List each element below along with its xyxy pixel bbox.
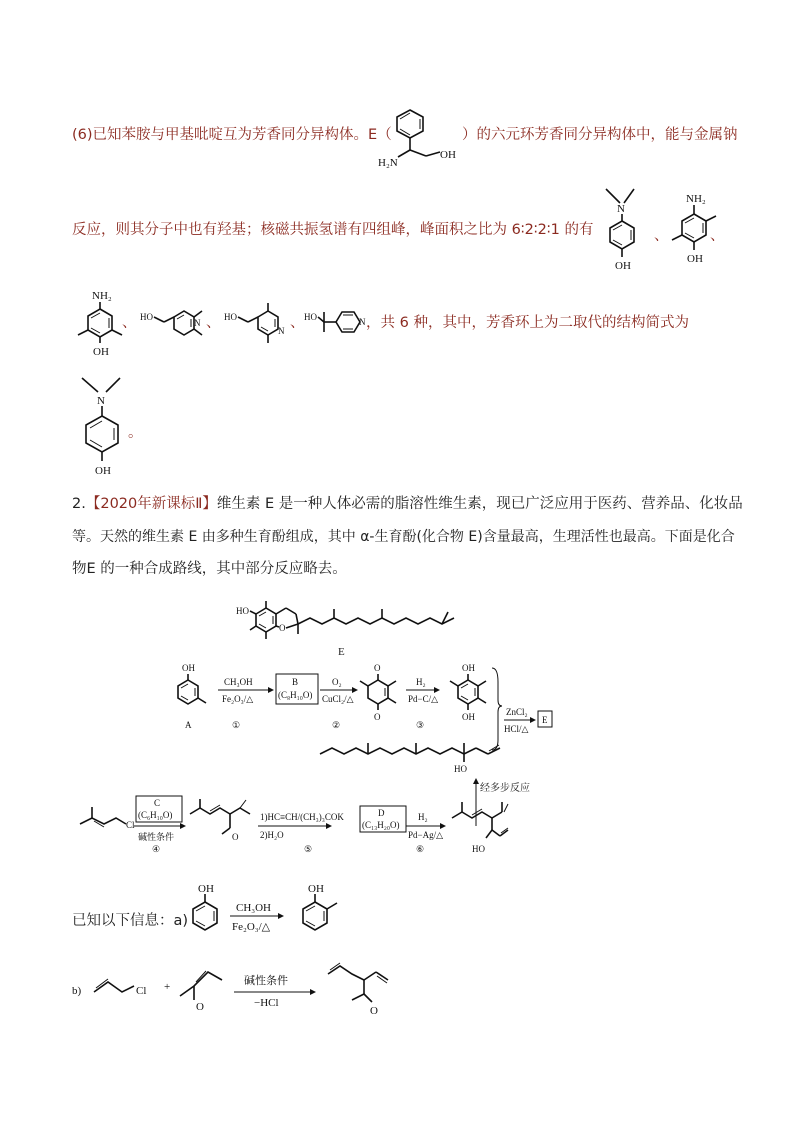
n-label: N (278, 326, 285, 336)
q6-line1-a: (6)已知苯胺与甲基吡啶互为芳香同分异构体。E（ (72, 127, 392, 143)
reagent-3-top: H₂ (416, 677, 426, 687)
step-3-number: ③ (416, 720, 425, 730)
ho-label: HO (454, 764, 467, 774)
reagent-5-bottom: 2)H₂O (260, 830, 284, 840)
question-2-line2: 等。天然的维生素 E 由多种生育酚组成，其中 α-生育酚(化合物 E)含量最高，生理活性也最高。下面是化合 (72, 529, 735, 545)
question-number: 2. (72, 496, 86, 512)
isophytol-structure (316, 740, 516, 780)
reagent-5-top: 1)HC≡CH/(CH₃)₃COK (260, 812, 344, 822)
nh2-label: NH₂ (686, 193, 706, 205)
synthesis-scheme-row1 (170, 662, 590, 742)
step-6-number: ⑥ (416, 844, 425, 854)
oh-label: OH (95, 465, 111, 477)
multi-step-label: 经多步反应 (480, 783, 530, 794)
e-label: E (338, 646, 345, 658)
n-label: N (359, 317, 366, 327)
nh2-label: NH₂ (92, 290, 112, 302)
box-b-top: B (292, 677, 299, 687)
q6-line1-b: ）的六元环芳香同分异构体中，能与金属钠 (462, 127, 738, 143)
step-4-number: ④ (152, 844, 161, 854)
oh-label: OH (462, 712, 475, 722)
separator: 、 (290, 315, 305, 331)
box-d-bottom: (C₁₃H₂₀O) (362, 820, 400, 830)
oh-label: OH (198, 883, 214, 895)
known-info-intro: 已知以下信息：a) (72, 913, 189, 929)
reagent-b-top: 碱性条件 (244, 975, 288, 987)
n-label: N (617, 203, 625, 215)
reagent-2-bottom: CuCl₂/△ (322, 694, 354, 704)
plus-sign: + (164, 981, 171, 993)
isomer-pyridine-methanol-a (138, 300, 213, 350)
reagent-4-bottom: 碱性条件 (138, 832, 175, 842)
reagent-b-bottom: −HCl (254, 997, 279, 1009)
reagent-a-bottom: Fe₂O₃/△ (232, 921, 271, 933)
o-label: O (370, 1005, 378, 1017)
known-reaction-a (178, 880, 378, 950)
vitamin-e-structure (236, 598, 496, 658)
isomer-pyridine-methanol-b (222, 300, 297, 350)
ho-label: HO (304, 312, 317, 322)
reagent-a-top: CH₃OH (236, 902, 272, 914)
separator: 、 (122, 315, 137, 331)
isomer-pyridyl-propanol (302, 300, 372, 350)
n-label: N (97, 395, 105, 407)
box-b-bottom: (C₈H₁₀O) (278, 690, 313, 700)
oh-label: OH (182, 663, 195, 673)
label-b: b) (72, 985, 82, 997)
question-2-line3: 物E 的一种合成路线，其中部分反应略去。 (72, 561, 347, 577)
isomer-aminodimethylphenol-a (666, 188, 736, 278)
ho-label: HO (236, 606, 249, 616)
cl-label: Cl (126, 820, 135, 830)
step-1-number: ① (232, 720, 241, 730)
ho-label: HO (224, 312, 237, 322)
reagent-6-bottom: Pd−Ag/△ (408, 830, 444, 840)
period: 。 (128, 425, 143, 441)
o-label: O (374, 663, 381, 673)
question-source: 【2020年新课标Ⅱ】 (85, 496, 217, 512)
ho-label: HO (140, 312, 153, 322)
oh-label: OH (687, 253, 703, 265)
o-label: O (196, 1001, 204, 1013)
compound-e-structure (368, 100, 468, 180)
box-c-top: C (154, 798, 161, 808)
separator: 、 (710, 228, 725, 244)
reagent-e-top: ZnCl₂ (506, 707, 528, 717)
o-label: O (279, 623, 286, 633)
h2n-label: H₂N (378, 157, 398, 169)
oh-label: OH (462, 663, 475, 673)
reagent-2-top: O₂ (332, 677, 342, 687)
oh-label: OH (440, 149, 456, 161)
box-c-bottom: (C₆H₁₀O) (138, 810, 173, 820)
o-label: O (374, 712, 381, 722)
known-reaction-b (72, 962, 402, 1032)
n-label: N (194, 318, 201, 328)
separator: 、 (206, 315, 221, 331)
q6-line3-tail: ，共 6 种，其中，芳香环上为二取代的结构简式为 (366, 315, 689, 331)
synthesis-scheme-row2 (76, 794, 556, 874)
question-text: 维生素 E 是一种人体必需的脂溶性维生素，现已广泛应用于医药、营养品、化妆品 (216, 496, 743, 512)
cl-label: Cl (136, 985, 147, 997)
oh-label: OH (308, 883, 324, 895)
isomer-dimethylaminophenol (598, 185, 658, 275)
ho-label: HO (472, 844, 485, 854)
box-d-top: D (378, 808, 385, 818)
reagent-3-bottom: Pd−C/△ (408, 694, 439, 704)
o-label: O (232, 832, 239, 842)
compound-a-label: A (185, 720, 192, 730)
reagent-1-top: CH₃OH (224, 677, 253, 687)
box-e: E (542, 715, 548, 725)
reagent-1-bottom: Fe₂O₃/△ (222, 694, 254, 704)
step-5-number: ⑤ (304, 844, 313, 854)
question-2-line1 (72, 494, 743, 514)
reagent-6-top: H₂ (418, 812, 428, 822)
step-2-number: ② (332, 720, 341, 730)
separator: 、 (654, 228, 669, 244)
reagent-e-bottom: HCl/△ (504, 724, 529, 734)
q6-line2: 反应，则其分子中也有羟基；核磁共振氢谱有四组峰，峰面积之比为 6∶2∶2∶1 的有 (72, 222, 594, 238)
oh-label: OH (615, 260, 631, 272)
oh-label: OH (93, 346, 109, 358)
